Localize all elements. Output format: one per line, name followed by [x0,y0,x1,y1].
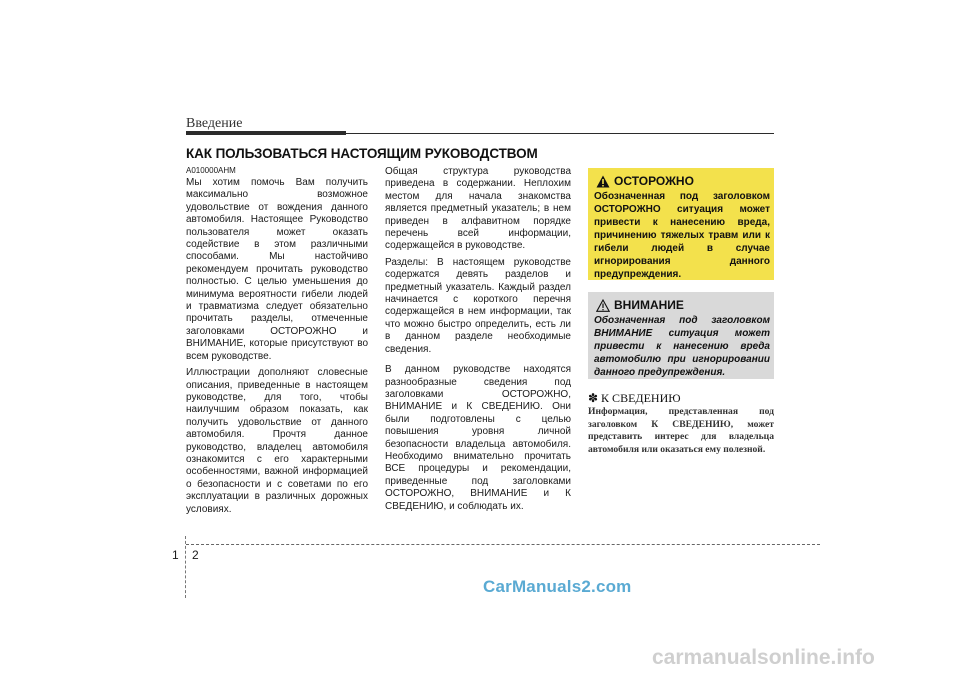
document-code: A010000AHM [186,166,236,175]
caution-box [588,292,774,379]
left-column [186,166,368,520]
header-rule-thick [186,131,346,135]
footer-vertical-rule [185,536,186,598]
left-paragraph-2: Иллюстрации дополняют словесные описания, приведенные в настоящем руководстве, для того, чтобы наилучшим образом показать, как получить удовольствие от данного автомобиля. Прочтя данное руководство, владелец автомобиля ознакомится с его характерными особенностями, важной информацией о безопасности и с советами по его эксплуатации в различных дорожных условиях. [186,367,368,515]
middle-paragraph-1: Общая структура руководства приведена в содержании. Неплохим местом для начала знакомства является предметный указатель; в нем приведен в алфавитном порядке перечень всей информации, содержащейся в руководстве. [385,166,571,252]
page-heading: КАК ПОЛЬЗОВАТЬСЯ НАСТОЯЩИМ РУКОВОДСТВОМ [186,146,538,161]
chapter-number: 1 [172,548,179,562]
middle-column [385,166,571,517]
header-rule-thin [346,133,774,134]
footer-dashed-rule [186,544,820,545]
middle-paragraph-2: Разделы: В настоящем руководстве содержатся девять разделов и предметный указатель. Каждый раздел начинается с короткого перечня содержащейся в нем информации, так что можно быстро определить, есть ли в данном разделе необходимые сведения. [385,256,571,355]
section-title: Введение [186,116,243,131]
caution-body: Обозначенная под заголовком ВНИМАНИЕ ситуация может привести к нанесению вреда автомобилю при игнорировании данного предупреждения. [594,315,770,378]
warning-body: Обозначенная под заголовком ОСТОРОЖНО ситуация может привести к нанесению вреда, причинению тяжелых травм или к гибели людей в случае игнорирования данного предупреждения. [594,191,770,280]
watermark-carmanuals2: CarManuals2.com [483,577,632,596]
warning-box [588,168,774,280]
caution-triangle-icon [596,299,610,312]
middle-paragraph-3: В данном руководстве находятся разнообразные сведения под заголовками ОСТОРОЖНО, ВНИМАНИЕ и К СВЕДЕНИЮ. Они были подготовлены с целью повышения уровня личной безопасности владельца автомобиля. Необходимо внимательно прочитать ВСЕ процедуры и рекомендации, приведенные под заголовками ОСТОРОЖНО, ВНИМАНИЕ и К СВЕДЕНИЮ, и соблюдать их. [385,364,571,512]
info-heading: ✽ К СВЕДЕНИЮ [588,391,681,405]
warning-triangle-icon [596,175,610,188]
info-body: Информация, представленная под заголовком К СВЕДЕНИЮ, может представить интерес для владельца автомобиля или оказаться ему полезной. [588,406,774,455]
watermark-carmanualsonline: carmanualsonline.info [652,646,875,669]
caution-title: ВНИМАНИЕ [614,298,684,312]
warning-title: ОСТОРОЖНО [614,174,694,188]
page-number: 2 [192,548,199,562]
left-paragraph-1: Мы хотим помочь Вам получить максимально возможное удовольствие от вождения данного автомобиля. Настоящее Руководство пользователя может оказать содействие в этом различными способами. Мы настойчиво рекомендуем прочитать руководство полностью. С целью уменьшения до минимума вероятности гибели людей и травматизма следует обязательно прочитать разделы, отмеченные заголовками ОСТОРОЖНО и ВНИМАНИЕ, которые присутствуют во всем руководстве. [186,177,368,362]
